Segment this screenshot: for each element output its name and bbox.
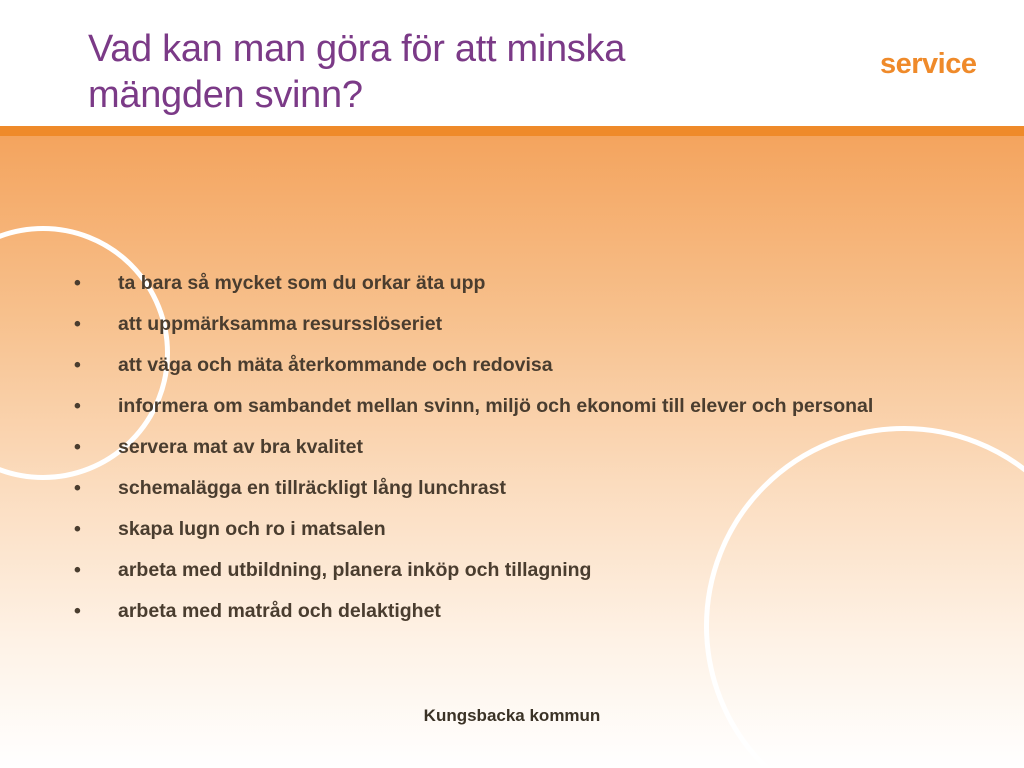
bullet-item: [74, 354, 914, 377]
bullet-marker: •: [74, 354, 81, 376]
bullet-item: [74, 600, 914, 623]
bullet-text: att väga och mäta återkommande och redovisa: [118, 354, 553, 376]
bullet-marker: •: [74, 272, 81, 294]
bullet-text: att uppmärksamma resursslöseriet: [118, 313, 443, 335]
bullet-marker: •: [74, 313, 81, 335]
bullet-list: [74, 272, 914, 641]
bullet-marker: •: [74, 559, 81, 581]
header-divider: [0, 126, 1024, 136]
bullet-text: servera mat av bra kvalitet: [118, 436, 363, 458]
bullet-marker: •: [74, 477, 81, 499]
bullet-item: [74, 395, 914, 418]
service-logo: service: [880, 48, 977, 80]
slide-title-line-1: Vad kan man göra för att minska: [88, 28, 626, 70]
slide-title: [88, 26, 788, 118]
bullet-item: [74, 436, 914, 459]
bullet-marker: •: [74, 436, 81, 458]
bullet-marker: •: [74, 395, 81, 417]
bullet-item: [74, 313, 914, 336]
bullet-text: arbeta med matråd och delaktighet: [118, 600, 441, 622]
slide-header: [0, 0, 1024, 126]
bullet-marker: •: [74, 600, 81, 622]
bullet-text: skapa lugn och ro i matsalen: [118, 518, 386, 540]
bullet-text: informera om sambandet mellan svinn, miljö och ekonomi till elever och personal: [118, 395, 874, 417]
slide-body: [0, 136, 1024, 768]
slide-footer: Kungsbacka kommun: [423, 706, 601, 725]
bullet-text: ta bara så mycket som du orkar äta upp: [118, 272, 486, 294]
bullet-marker: •: [74, 518, 81, 540]
bullet-item: [74, 272, 914, 295]
bullet-text: schemalägga en tillräckligt lång lunchrast: [118, 477, 506, 499]
slide-title-line-2: mängden svinn?: [88, 74, 363, 116]
bullet-item: [74, 559, 914, 582]
bullet-text: arbeta med utbildning, planera inköp och tillagning: [118, 559, 592, 581]
bullet-item: [74, 518, 914, 541]
bullet-item: [74, 477, 914, 500]
